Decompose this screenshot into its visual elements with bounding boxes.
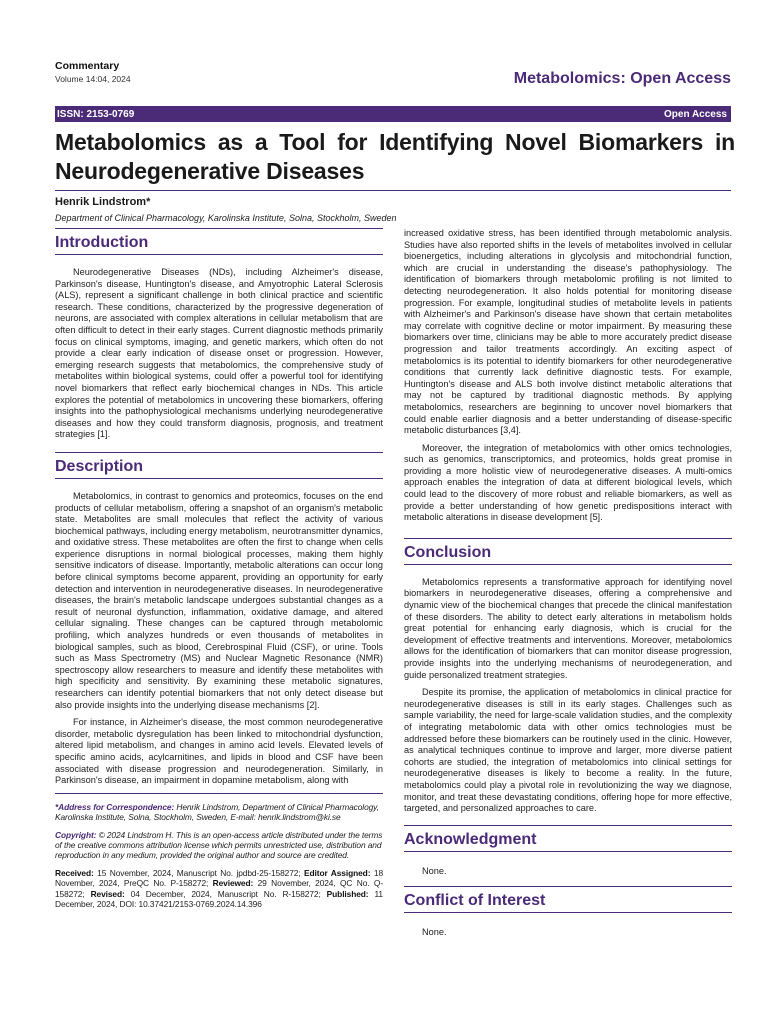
article-meta [55, 60, 131, 84]
conflict-heading: Conflict of Interest [404, 887, 732, 913]
description-paragraph: Moreover, the integration of metabolomics with other omics technologies, such as genomics, transcriptomics, and proteomics, holds great promise in providing a more holistic view of neurodegenerative diseases. A multi-omics approach enables the integration of data at different biological levels, which could lead to the discovery of more robust and reliable biomarkers, as well as provide a better understanding of how genetic predispositions interact with metabolic alterations in disease development [5]. [404, 442, 732, 523]
left-column [55, 228, 383, 909]
journal-name[interactable]: Metabolomics: Open Access [513, 70, 731, 87]
author-name: Henrik Lindstrom* [55, 196, 151, 208]
introduction-heading: Introduction [55, 229, 383, 255]
description-paragraph: For instance, in Alzheimer's disease, the most common neurodegenerative disorder, metabolic dysregulation has been linked to mitochondrial dysfunction, altered lipid metabolism, and changes in amino acid levels. Elevated levels of specific amino acids, acylcarnitines, and lipids in blood and CSF have been associated with disease progression and neurodegeneration. Similarly, in Parkinson's disease, an impairment in dopamine metabolism, along with [55, 717, 383, 786]
article-type: Commentary [55, 60, 120, 72]
copyright-note: Copyright: © 2024 Lindstrom H. This is an open-access article distributed under the terms of the creative commons attribution license which permits unrestricted use, distribution and reproduction in any medium, provided the original author and source are credited. [55, 829, 383, 861]
author-affiliation: Department of Clinical Pharmacology, Karolinska Institute, Solna, Stockholm, Sweden [55, 213, 397, 223]
open-access-label: Open Access [664, 108, 727, 120]
introduction-paragraph: Neurodegenerative Diseases (NDs), including Alzheimer's disease, Parkinson's disease, Huntington's disease, and Amyotrophic Lateral Sclerosis (ALS), represent a significant challenge in both clinical practice and scientific research. These conditions, characterized by the progressive degeneration of neurons, are associated with complex alterations in cellular metabolism that are often difficult to detect in their early stages. Current diagnostic methods primarily focus on clinical symptoms, imaging, and genetic markers, which often do not provide a clear early indication of disease onset or progression. However, emerging research suggests that metabolomics, the comprehensive study of metabolites within biological systems, could offer a powerful tool for identifying novel biomarkers that reflect early biochemical changes in NDs. This article explores the potential of metabolomics in uncovering these biomarkers, offering insights into the pathophysiological mechanisms underlying neurodegenerative diseases and how they could transform diagnosis, prognosis, and treatment strategies [1]. [55, 267, 383, 440]
conflict-text: None. [422, 926, 447, 937]
publication-dates: Received: 15 November, 2024, Manuscript No. jpdbd-25-158272; Editor Assigned: 18 November, 2024, PreQC No. P-158272; Reviewed: 29 November, 2024, QC No. Q-158272; Revised: 04 December, 2024, Manuscript No. R-158272; Published: 11 December, 2024, DOI: 10.37421/2153-0769.2024.14.396 [55, 867, 384, 909]
conclusion-heading: Conclusion [404, 539, 732, 565]
article-title: Metabolomics as a Tool for Identifying Novel Biomarkers in Neurodegenerative Diseases [55, 129, 735, 184]
issn: ISSN: 2153-0769 [57, 108, 135, 120]
acknowledgment-heading: Acknowledgment [404, 826, 732, 852]
correspondence-note: *Address for Correspondence: Henrik Lindstrom, Department of Clinical Pharmacology, Karolinska Institute, Solna, Stockholm, Sweden, E-mail: henrik.lindstrom@ki.se [55, 801, 379, 823]
description-heading: Description [55, 453, 383, 479]
conclusion-paragraph: Despite its promise, the application of metabolomics in clinical practice for neurodegenerative diseases is still in its early stages. Challenges such as sample variability, the need for large-scale validation studies, and the complexity of integrating metabolomic data with other omics technologies must be addressed before these biomarkers can be routinely used in the clinic. However, as analytical techniques continue to improve and larger, more diverse patient cohorts are studied, the integration of metabolomics into clinical settings for neurodegenerative diseases is likely to become a reality. In the future, metabolomics could play a pivotal role in revolutionizing the way we diagnose, monitor, and treat these devastating conditions, offering hope for more effective, targeted, and personalized approaches to care. [404, 687, 732, 814]
right-column [404, 228, 732, 937]
issn-bar [55, 106, 731, 122]
volume-info: Volume 14:04, 2024 [55, 74, 131, 84]
description-paragraph-continued: increased oxidative stress, has been identified through metabolomic analysis. Studies have also reported shifts in the levels of metabolites involved in cellular bioenergetics, including alterations in glycolysis and mitochondrial function, which are crucial in understanding the disease's pathophysiology. The identification of biomarkers through metabolomic profiling is not limited to detecting neurodegeneration. It also holds potential for monitoring disease progression. For example, longitudinal studies of metabolite levels in patients with Alzheimer's and Parkinson's disease have shown that certain metabolites may correlate with cognitive decline or motor impairment. By measuring these biomarkers over time, clinicians may be able to more accurately predict disease progression and tailor treatments accordingly. An exciting aspect of metabolomics is its potential to identify biomarkers for other neurodegenerative conditions that currently lack definitive diagnostic tests. For example, Huntington's disease and ALS both involve distinct metabolic alterations that may not be captured by traditional diagnostic methods. By applying metabolomics, researchers are beginning to uncover novel biomarkers that could enable earlier diagnosis and a better understanding of disease-specific metabolic disturbances [3,4]. [404, 228, 732, 436]
acknowledgment-text: None. [422, 865, 447, 876]
description-paragraph: Metabolomics, in contrast to genomics and proteomics, focuses on the end products of cellular metabolism, offering a snapshot of an organism's metabolic state. Metabolites are small molecules that reflect the activity of various biochemical pathways, including energy metabolism, neurotransmitter dynamics, and oxidative stress. These metabolites are often the first to change when cells experience disruptions in normal biological processes, making them highly sensitive indicators of disease. Importantly, metabolic alterations can occur long before clinical symptoms become apparent, providing an opportunity for early detection and intervention in neurodegenerative diseases. In neurodegenerative diseases, the brain's metabolic landscape undergoes substantial changes as a result of neuronal dysfunction, inflammation, oxidative damage, and altered cellular signaling. These changes can be captured through metabolomic profiling, which analyzes hundreds or even thousands of metabolites in biological samples, such as blood, Cerebrospinal Fluid (CSF), or urine. Tools such as Mass Spectrometry (MS) and Nuclear Magnetic Resonance (NMR) spectroscopy allow researchers to measure and identify these metabolites with high specificity and sensitivity. By examining these metabolic signatures, researchers can identify potential biomarkers that not only detect disease but also provide insights into the underlying disease mechanisms [2]. [55, 490, 383, 710]
footnote-divider [55, 793, 383, 794]
conclusion-paragraph: Metabolomics represents a transformative approach for identifying novel biomarkers in neurodegenerative diseases, offering a comprehensive and dynamic view of the biochemical changes that precede the clinical manifestation of these disorders. The ability to detect early alterations in metabolism holds great potential for enhancing early diagnosis, which is crucial for the development of effective treatments and interventions. Moreover, metabolomics allows for the identification of biomarkers that can monitor disease progression, provide insights into the underlying mechanisms of neurodegeneration, and guide personalized treatment strategies. [404, 576, 732, 680]
title-divider [55, 190, 731, 191]
